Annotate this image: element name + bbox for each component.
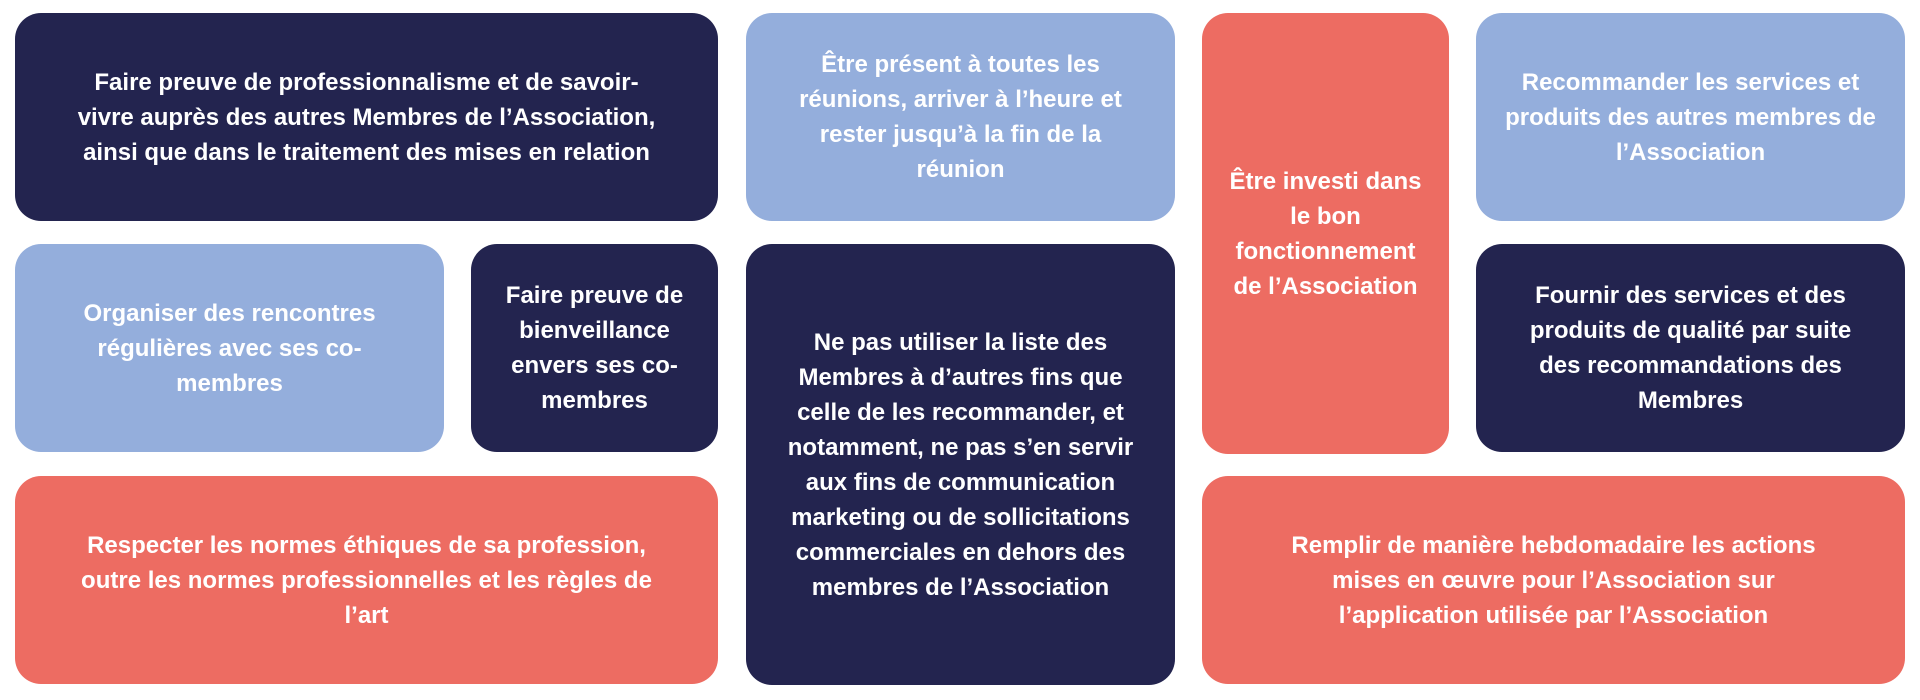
card-text: Fournir des services et des produits de qualité par suite des recommandations des Membres <box>1529 282 1852 414</box>
card-text: Faire preuve de bienveillance envers ses co-membres <box>505 282 684 414</box>
card-bienveillance <box>471 244 718 452</box>
card-text: Ne pas utiliser la liste des Membres à d’autres fins que celle de les recommander, et notamment, ne pas s’en servir aux fins de communication marketing ou de sollicitations commerciales en dehors des membres de l’Association <box>787 328 1134 601</box>
card-text: Être présent à toutes les réunions, arriver à l’heure et rester jusqu’à la fin de la réunion <box>799 51 1122 183</box>
card-presence-reunions <box>746 13 1175 221</box>
card-text: Recommander les services et produits des autres membres de l’Association <box>1505 68 1876 166</box>
card-text: Respecter les normes éthiques de sa profession, outre les normes professionnelles et les règles de l’art <box>81 531 652 629</box>
card-text: Être investi dans le bon fonctionnement de l’Association <box>1229 167 1422 300</box>
card-recommander-services <box>1476 13 1905 221</box>
card-text: Remplir de manière hebdomadaire les actions mises en œuvre pour l’Association sur l’application utilisée par l’Association <box>1291 531 1816 629</box>
card-professionnalisme <box>15 13 718 221</box>
card-liste-membres <box>746 244 1175 685</box>
card-actions-hebdomadaires <box>1202 476 1905 684</box>
card-text: Faire preuve de professionnalisme et de savoir-vivre auprès des autres Membres de l’Association, ainsi que dans le traitement des mises en relation <box>77 68 656 166</box>
card-rencontres-regulieres <box>15 244 444 452</box>
card-qualite-services <box>1476 244 1905 452</box>
card-investissement <box>1202 13 1449 454</box>
card-text: Organiser des rencontres régulières avec ses co-membres <box>83 299 376 397</box>
card-normes-ethiques <box>15 476 718 684</box>
